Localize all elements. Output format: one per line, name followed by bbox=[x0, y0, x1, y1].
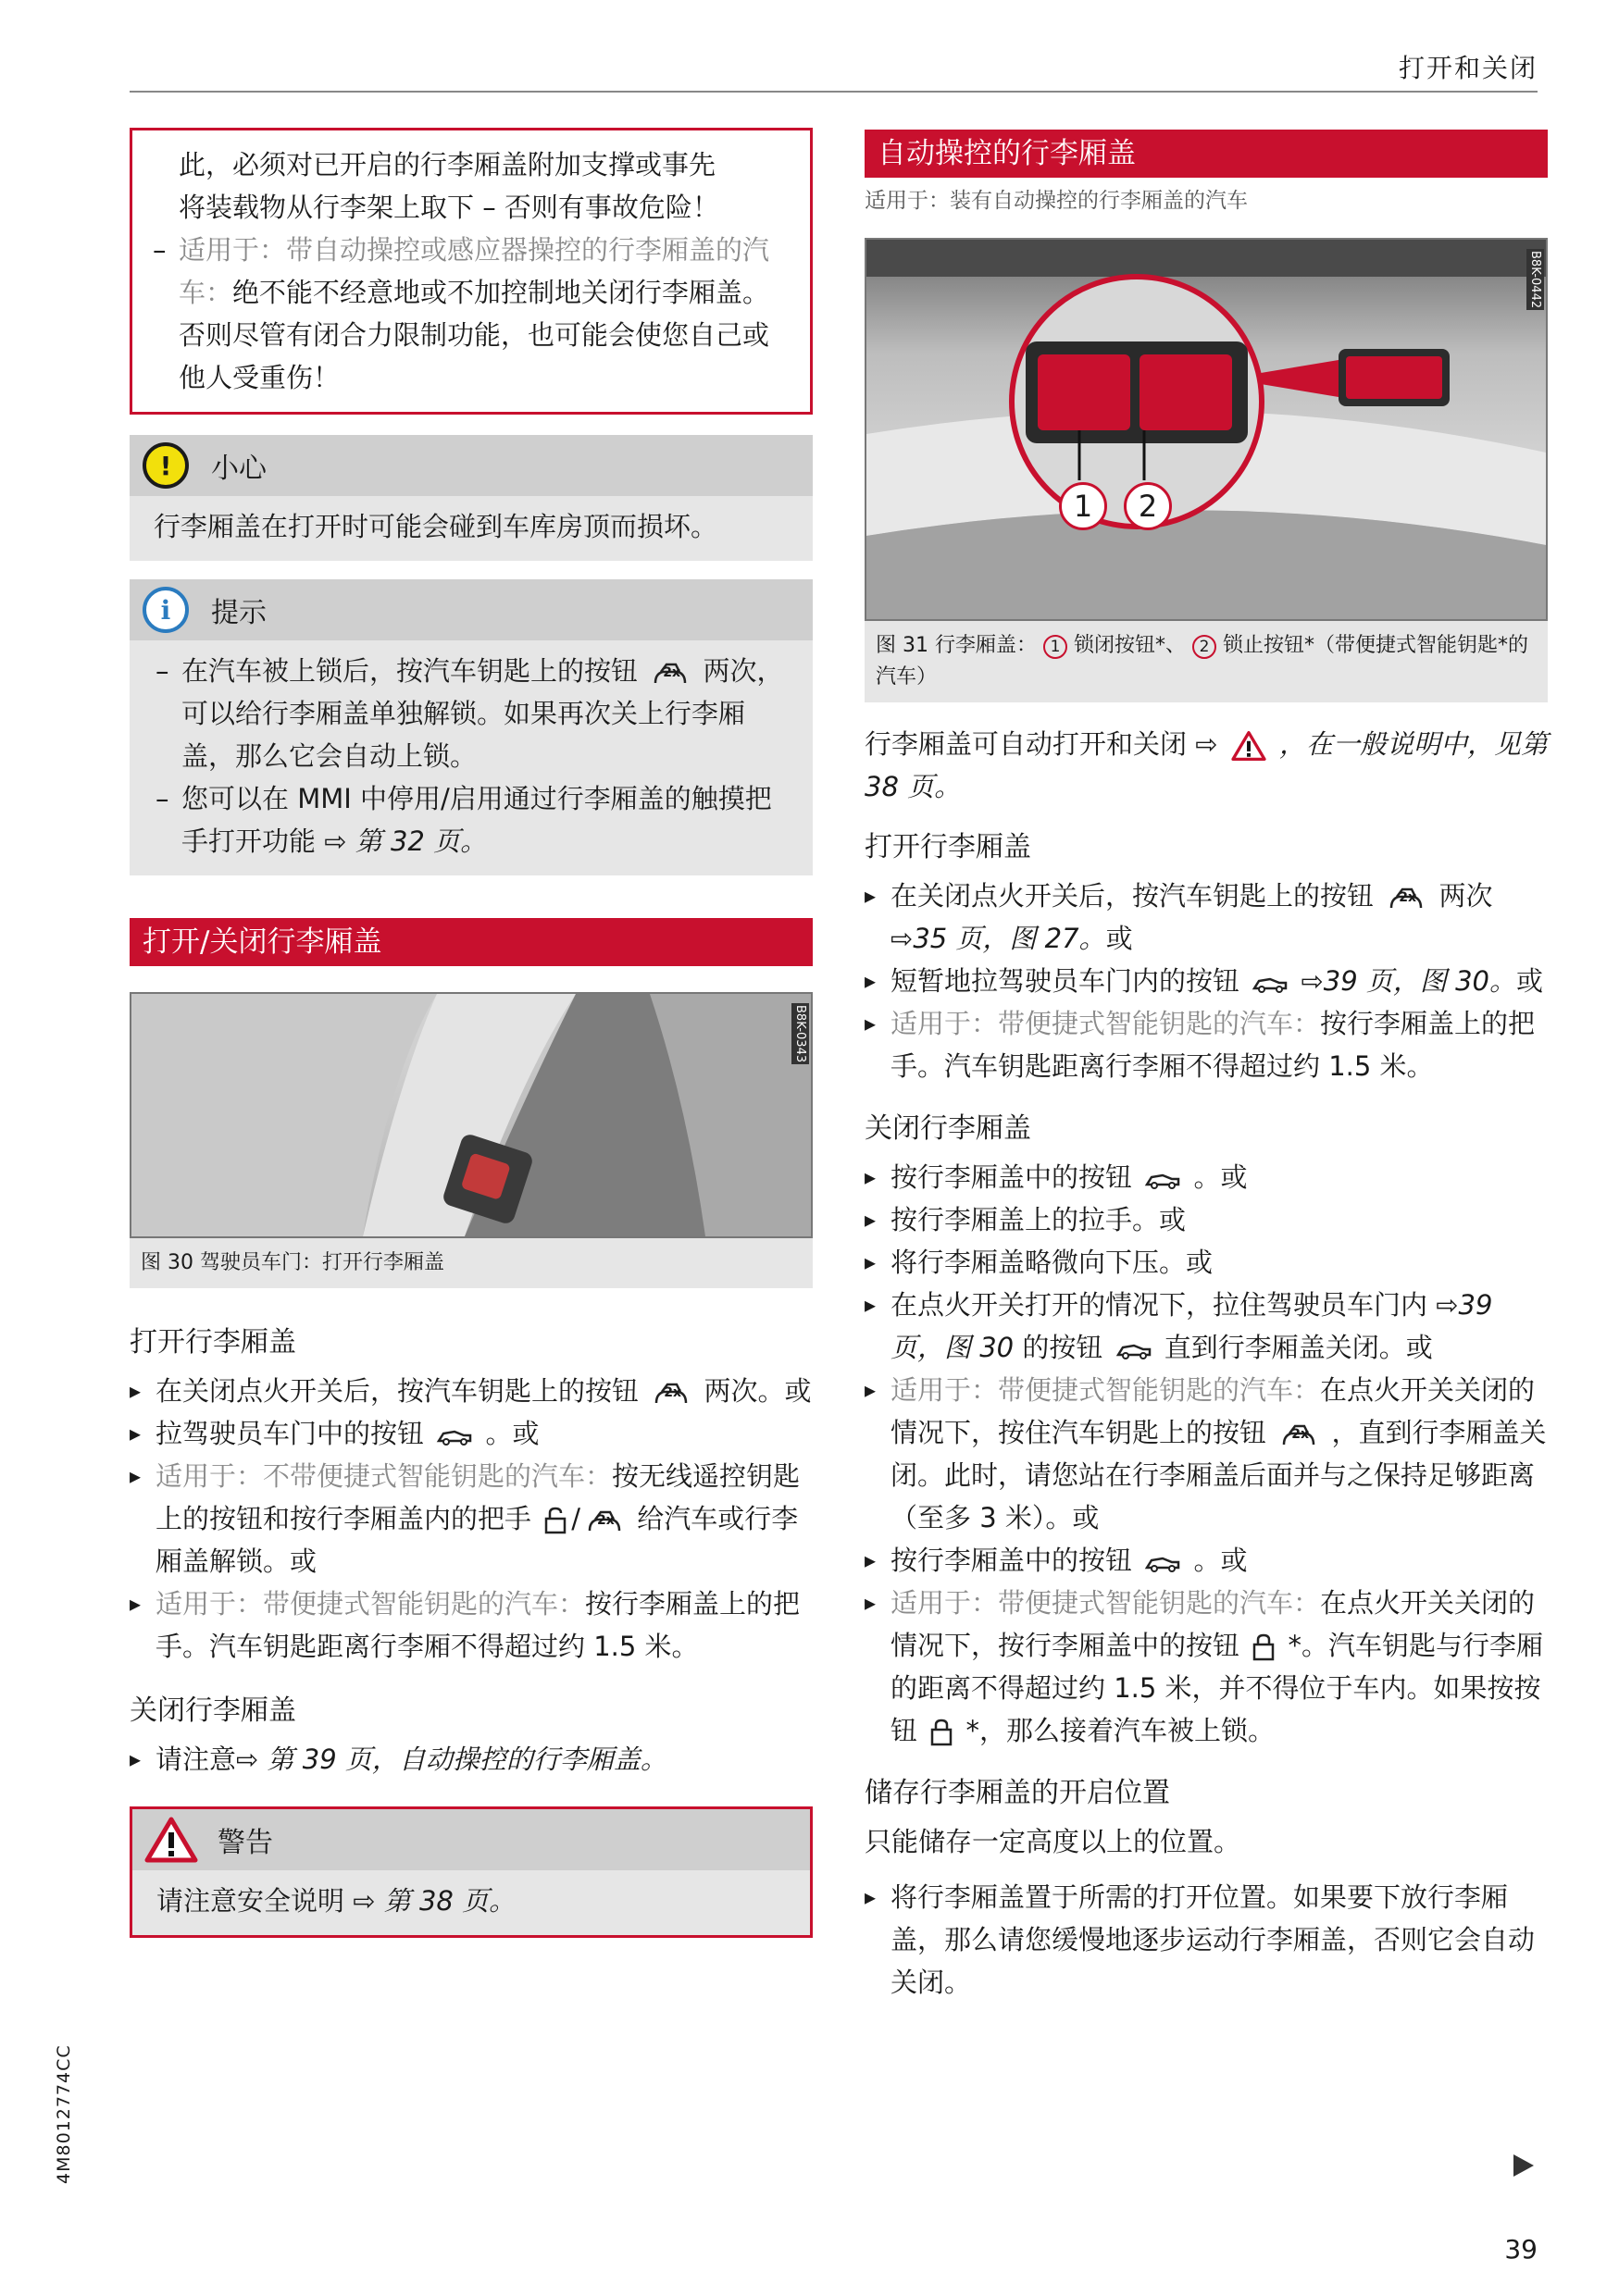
trunk-2x-icon: 2x bbox=[653, 1377, 690, 1409]
arrow-ref-icon: ⇨ bbox=[1195, 728, 1218, 760]
unlock-icon bbox=[543, 1507, 567, 1534]
store-step: ▸ 将行李厢盖置于所需的打开位置。如果要下放行李厢盖，那么请您缓慢地逐步运动行李厢盖，否则它会自动关闭。 bbox=[865, 1876, 1548, 2004]
running-header: 打开和关闭 bbox=[1398, 53, 1538, 83]
note-item: – 您可以在 MMI 中停用/启用通过行李厢盖的触摸把手打开功能 ⇨ 第 32 页。 bbox=[154, 777, 789, 863]
warning-triangle-icon bbox=[143, 1816, 199, 1864]
store-subheading: 储存行李厢盖的开启位置 bbox=[865, 1777, 1170, 1809]
warning-title: 警告 bbox=[218, 1827, 273, 1859]
callout-number-1: 1 bbox=[1059, 482, 1107, 530]
warning-box bbox=[130, 1806, 813, 1938]
caution-text: 行李厢盖在打开时可能会碰到车库房顶而损坏。 bbox=[154, 511, 718, 542]
caution-callout bbox=[130, 435, 813, 561]
close-step: ▸ 按行李厢盖中的按钮 。或 bbox=[865, 1539, 1548, 1582]
close-subheading: 关闭行李厢盖 bbox=[865, 1112, 1031, 1145]
note-body bbox=[130, 640, 813, 875]
close-step: ▸ 将行李厢盖略微向下压。或 bbox=[865, 1241, 1548, 1284]
callout-number-2: 2 bbox=[1124, 482, 1172, 530]
header-rule bbox=[130, 91, 1538, 93]
figure-31 bbox=[865, 238, 1548, 621]
callout-ref-1: 1 bbox=[1043, 635, 1067, 659]
applies-note: 适用于：装有自动操控的行李厢盖的汽车 bbox=[865, 189, 1248, 213]
note-item: – 在汽车被上锁后，按汽车钥匙上的按钮 2x 两次，可以给行李厢盖单独解锁。如果再次关上行李厢盖，那么它会自动上锁。 bbox=[154, 650, 789, 777]
open-step: ▸ 在关闭点火开关后，按汽车钥匙上的按钮 2x 两次 ⇨35 页，图 27。或 bbox=[865, 875, 1548, 960]
open-subheading: 打开行李厢盖 bbox=[130, 1326, 296, 1359]
warning-line: 此，必须对已开启的行李厢盖附加支撑或事先 bbox=[179, 149, 716, 180]
warning-line: 将装载物从行李架上取下 – 否则有事故危险！ bbox=[179, 192, 719, 223]
open-step: ▸ 短暂地拉驾驶员车门内的按钮 ⇨39 页，图 30。或 bbox=[865, 960, 1548, 1002]
open-subheading: 打开行李厢盖 bbox=[865, 831, 1031, 863]
right-column bbox=[865, 128, 1548, 2004]
warning-item bbox=[151, 229, 788, 399]
callout-ref-2: 2 bbox=[1192, 635, 1216, 659]
arrow-ref-icon: ⇨ bbox=[1436, 1289, 1459, 1321]
warning-text: 请注意安全说明 ⇨ 第 38 页。 bbox=[132, 1870, 810, 1935]
close-step: ▸ 适用于：带便捷式智能钥匙的汽车：在点火开关关闭的情况下，按住汽车钥匙上的按钮 2x ，直到行李厢盖关闭。此时，请您站在行李厢盖后面并与之保持足够距离（至多 3 米）。或 bbox=[865, 1369, 1548, 1539]
open-step: ▸ 适用于：带便捷式智能钥匙的汽车：按行李厢盖上的把手。汽车钥匙距离行李厢不得超过约 1.5 米。 bbox=[130, 1582, 813, 1668]
trunk-2x-icon: 2x bbox=[1388, 882, 1425, 913]
lock-icon bbox=[1252, 1633, 1276, 1661]
caution-header bbox=[130, 435, 813, 496]
caution-title: 小心 bbox=[211, 453, 267, 485]
car-trunk-icon bbox=[436, 1424, 473, 1446]
intro-text: 行李厢盖可自动打开和关闭 ⇨ ，在一般说明中，见第 38 页。 bbox=[865, 728, 1548, 802]
close-step: ▸ 按行李厢盖中的按钮 。或 bbox=[865, 1156, 1548, 1198]
page-number: 39 bbox=[1504, 2234, 1538, 2265]
open-step: ▸ 适用于：带便捷式智能钥匙的汽车：按行李厢盖上的把手。汽车钥匙距离行李厢不得超过约 1.5 米。 bbox=[865, 1002, 1548, 1087]
close-step: ▸ 请注意⇨ 第 39 页，自动操控的行李厢盖。 bbox=[130, 1738, 813, 1781]
section-title: 打开/关闭行李厢盖 bbox=[130, 918, 813, 966]
store-text: 只能储存一定高度以上的位置。 bbox=[865, 1826, 1241, 1857]
warning-text: 绝不能不经意地或不加控制地关闭行李厢盖。否则尽管有闭合力限制功能，也可能会使您自己或他人受重伤！ bbox=[179, 277, 770, 393]
trunk-lid-illustration bbox=[866, 240, 1546, 619]
arrow-ref-icon: ⇨ bbox=[324, 825, 347, 857]
exclamation-icon: ! bbox=[143, 442, 189, 489]
close-step: ▸ 在点火开关打开的情况下，拉住驾驶员车门内 ⇨39 页，图 30 的按钮 直到行李厢盖关闭。或 bbox=[865, 1284, 1548, 1369]
car-trunk-icon bbox=[1144, 1168, 1181, 1190]
info-icon: i bbox=[143, 587, 189, 633]
note-callout bbox=[130, 579, 813, 875]
figure-code: B8K-0343 bbox=[793, 1005, 807, 1063]
close-step: ▸ 按行李厢盖上的拉手。或 bbox=[865, 1198, 1548, 1241]
car-trunk-icon bbox=[1115, 1338, 1152, 1360]
warning-continued-box bbox=[130, 128, 813, 415]
trunk-2x-icon: 2x bbox=[652, 657, 689, 689]
arrow-ref-icon: ⇨ bbox=[890, 923, 914, 954]
open-step: ▸ 拉驾驶员车门中的按钮 。或 bbox=[130, 1412, 813, 1455]
arrow-ref-icon: ⇨ bbox=[353, 1885, 376, 1917]
applies-label: 的汽车： bbox=[179, 234, 770, 308]
figure-31-caption: 图 31 行李厢盖： 1 锁闭按钮*、 2 锁止按钮*（带便捷式智能钥匙*的汽车） bbox=[865, 621, 1548, 702]
open-step: ▸ 适用于：不带便捷式智能钥匙的汽车：按无线遥控钥匙上的按钮和按行李厢盖内的把手 / 2x 给汽车或行李厢盖解锁。或 bbox=[130, 1455, 813, 1582]
note-header bbox=[130, 579, 813, 640]
figure-30-caption: 图 30 驾驶员车门：打开行李厢盖 bbox=[130, 1238, 813, 1288]
door-panel-illustration bbox=[131, 994, 811, 1236]
lock-icon bbox=[929, 1719, 953, 1746]
warning-header bbox=[132, 1809, 810, 1870]
car-trunk-icon bbox=[1144, 1551, 1181, 1573]
warning-triangle-icon bbox=[1230, 730, 1267, 762]
open-step: ▸ 在关闭点火开关后，按汽车钥匙上的按钮 2x 两次。或 bbox=[130, 1370, 813, 1412]
arrow-ref-icon: ⇨ bbox=[236, 1744, 259, 1775]
car-trunk-icon bbox=[1252, 972, 1289, 994]
continue-arrow-icon bbox=[1513, 2154, 1534, 2177]
figure-30 bbox=[130, 992, 813, 1238]
document-code: 4M8012774CC bbox=[54, 2044, 74, 2184]
close-subheading: 关闭行李厢盖 bbox=[130, 1694, 296, 1727]
figure-code: B8K-0442 bbox=[1528, 251, 1542, 309]
section-title: 自动操控的行李厢盖 bbox=[865, 130, 1548, 178]
note-title: 提示 bbox=[211, 597, 267, 629]
applies-label: 适用于：带自动操控或感应器操控的行李厢盖 bbox=[179, 234, 716, 266]
close-step: ▸ 适用于：带便捷式智能钥匙的汽车：在点火开关关闭的情况下，按行李厢盖中的按钮 *。汽车钥匙与行李厢的距离不得超过约 1.5 米，并不得位于车内。如果按按钮 *，那么接着汽车被上锁。 bbox=[865, 1582, 1548, 1752]
arrow-ref-icon: ⇨ bbox=[1301, 965, 1324, 997]
trunk-2x-icon: 2x bbox=[1280, 1419, 1317, 1450]
trunk-2x-icon: 2x bbox=[586, 1505, 623, 1536]
left-column bbox=[130, 128, 813, 1938]
